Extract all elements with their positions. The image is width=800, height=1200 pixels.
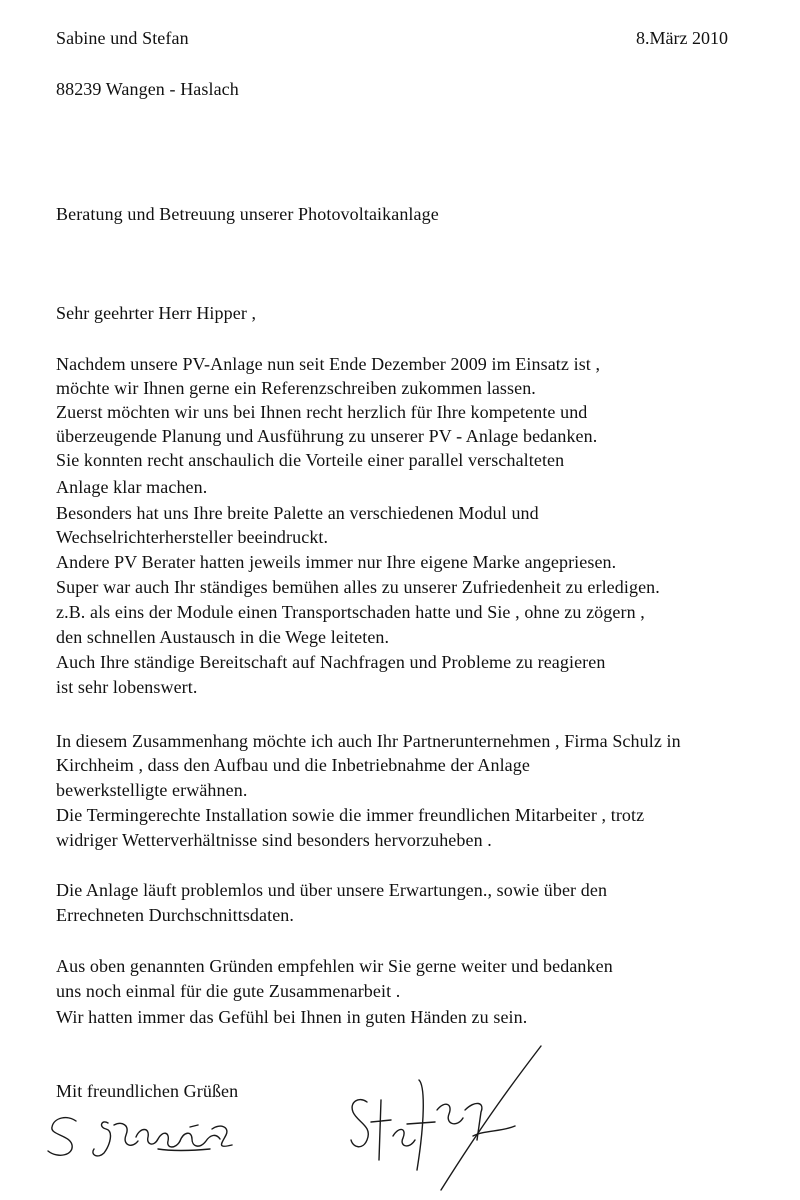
paragraph-line: Die Anlage läuft problemlos und über unsere Erwartungen., sowie über den (56, 880, 608, 900)
paragraph-line: überzeugende Planung und Ausführung zu unserer PV - Anlage bedanken. (56, 426, 598, 446)
handwritten-signature-stefan (345, 1040, 555, 1195)
paragraph-line: Anlage klar machen. (56, 477, 208, 497)
paragraph-line: möchte wir Ihnen gerne ein Referenzschreiben zukommen lassen. (56, 378, 536, 398)
paragraph-line: uns noch einmal für die gute Zusammenarbeit . (56, 981, 401, 1001)
paragraph-line: bewerkstelligte erwähnen. (56, 780, 248, 800)
paragraph-line: Super war auch Ihr ständiges bemühen alles zu unserer Zufriedenheit zu erledigen. (56, 577, 660, 597)
paragraph-line: Die Termingerechte Installation sowie die immer freundlichen Mitarbeiter , trotz (56, 805, 645, 825)
paragraph-line: Errechneten Durchschnittsdaten. (56, 905, 295, 925)
paragraph-line: Wechselrichterhersteller beeindruckt. (56, 527, 329, 547)
sender-name: Sabine und Stefan (56, 28, 189, 48)
paragraph-line: Sie konnten recht anschaulich die Vorteile einer parallel verschalteten (56, 450, 565, 470)
salutation: Sehr geehrter Herr Hipper , (56, 303, 257, 323)
paragraph-line: z.B. als eins der Module einen Transportschaden hatte und Sie , ohne zu zögern , (56, 602, 645, 622)
paragraph-line: Auch Ihre ständige Bereitschaft auf Nachfragen und Probleme zu reagieren (56, 652, 606, 672)
paragraph-line: Aus oben genannten Gründen empfehlen wir Sie gerne weiter und bedanken (56, 956, 613, 976)
paragraph-line: widriger Wetterverhältnisse sind besonders hervorzuheben . (56, 830, 492, 850)
subject-line: Beratung und Betreuung unserer Photovoltaikanlage (56, 204, 439, 224)
letter-date: 8.März 2010 (636, 28, 728, 48)
closing: Mit freundlichen Grüßen (56, 1081, 239, 1101)
paragraph-line: den schnellen Austausch in die Wege leiteten. (56, 627, 390, 647)
paragraph-line: Andere PV Berater hatten jeweils immer nur Ihre eigene Marke angepriesen. (56, 552, 617, 572)
paragraph-line: In diesem Zusammenhang möchte ich auch Ihr Partnerunternehmen , Firma Schulz in (56, 731, 681, 751)
paragraph-line: Wir hatten immer das Gefühl bei Ihnen in guten Händen zu sein. (56, 1007, 528, 1027)
paragraph-line: Nachdem unsere PV-Anlage nun seit Ende Dezember 2009 im Einsatz ist , (56, 354, 601, 374)
paragraph-line: Kirchheim , dass den Aufbau und die Inbetriebnahme der Anlage (56, 755, 530, 775)
handwritten-signature-sabine (40, 1105, 250, 1165)
paragraph-line: Zuerst möchten wir uns bei Ihnen recht herzlich für Ihre kompetente und (56, 402, 588, 422)
paragraph-line: Besonders hat uns Ihre breite Palette an verschiedenen Modul und (56, 503, 539, 523)
sender-address: 88239 Wangen - Haslach (56, 79, 239, 99)
paragraph-line: ist sehr lobenswert. (56, 677, 198, 697)
